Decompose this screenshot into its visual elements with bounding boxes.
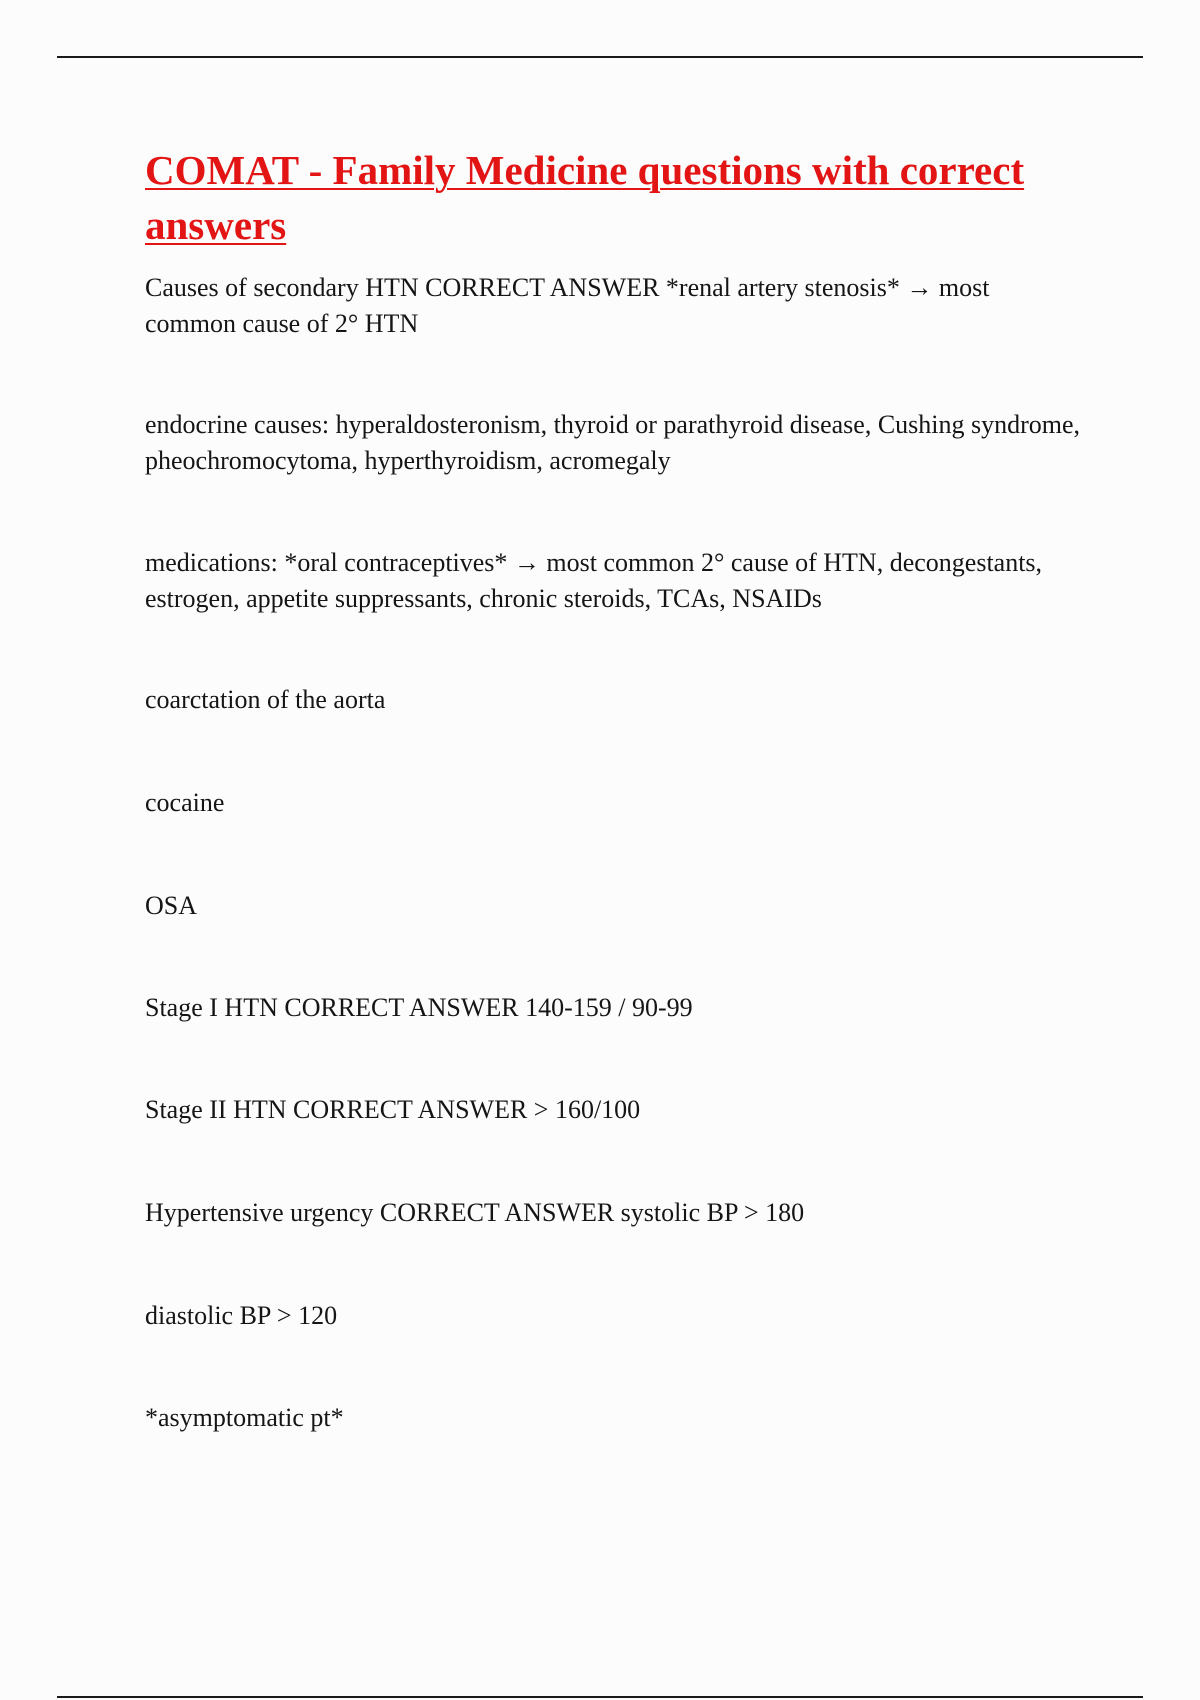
paragraph-hypertensive-urgency: Hypertensive urgency CORRECT ANSWER systolic BP > 180 — [145, 1198, 805, 1227]
paragraph-diastolic-bp: diastolic BP > 120 — [145, 1301, 338, 1330]
document-title: COMAT - Family Medicine questions with correct answers — [145, 147, 1025, 248]
paragraph-stage-1-htn: Stage I HTN CORRECT ANSWER 140-159 / 90-99 — [145, 993, 693, 1022]
paragraph-cocaine: cocaine — [145, 788, 225, 817]
paragraph-secondary-htn-causes: Causes of secondary HTN CORRECT ANSWER *renal artery stenosis* → most common cause of 2° HTN — [145, 273, 990, 338]
paragraph-stage-2-htn: Stage II HTN CORRECT ANSWER > 160/100 — [145, 1095, 641, 1124]
paragraph-asymptomatic: *asymptomatic pt* — [145, 1403, 344, 1432]
paragraph-endocrine-causes: endocrine causes: hyperaldosteronism, thyroid or parathyroid disease, Cushing syndrome, pheochromocytoma, hyperthyroidism, acromegaly — [145, 410, 1081, 475]
top-rule — [57, 56, 1143, 58]
paragraph-medications: medications: *oral contraceptives* → most common 2° cause of HTN, decongestants, estrogen, appetite suppressants, chronic steroids, TCAs, NSAIDs — [145, 548, 1043, 613]
paragraph-osa: OSA — [145, 891, 198, 920]
bottom-rule — [57, 1696, 1143, 1698]
paragraph-coarctation: coarctation of the aorta — [145, 685, 386, 714]
